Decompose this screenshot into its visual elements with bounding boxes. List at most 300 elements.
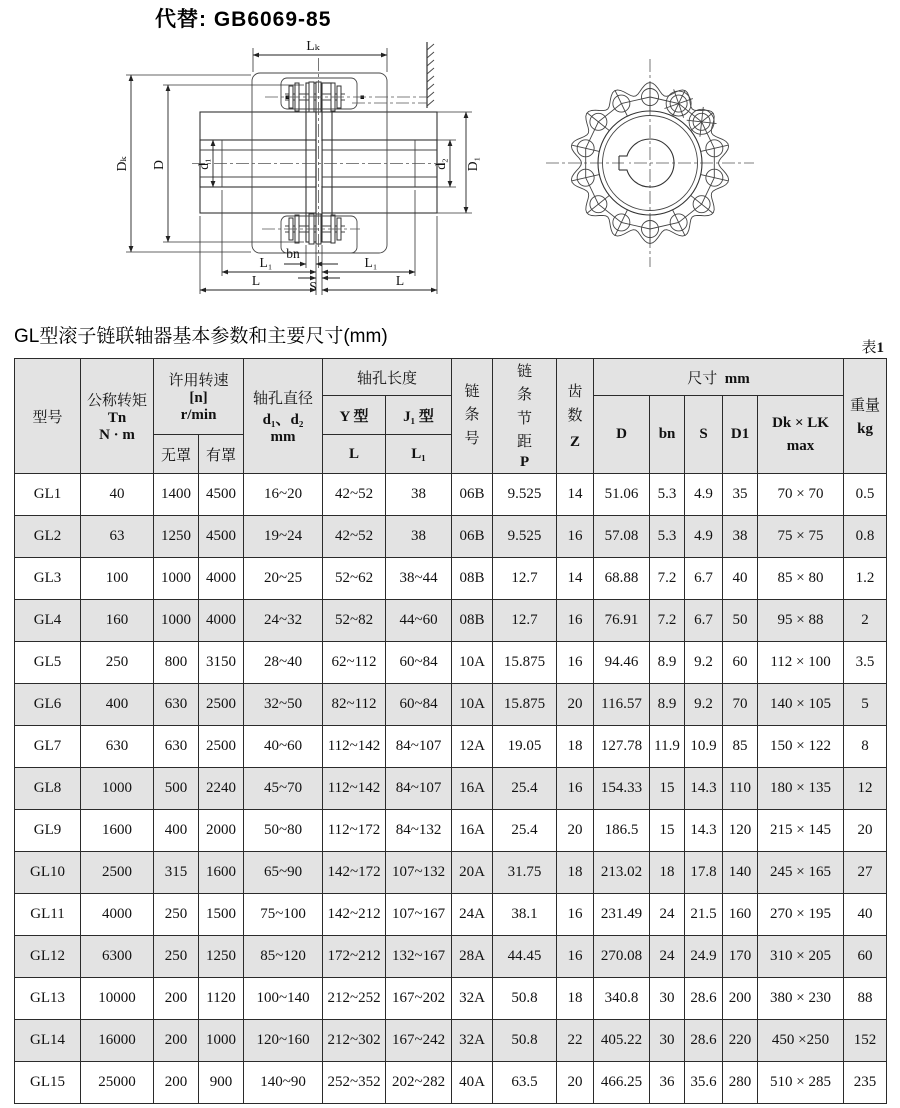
header-with-cover: 有罩 <box>199 435 244 474</box>
table-cell: 2240 <box>199 768 244 810</box>
dim-label-bn: bn <box>286 246 300 261</box>
table-cell: 35 <box>723 474 758 516</box>
table-cell: 142~212 <box>323 894 386 936</box>
table-cell: 8.9 <box>650 642 685 684</box>
table-cell: 63 <box>81 516 154 558</box>
table-cell: 20 <box>844 810 887 852</box>
model-cell: GL8 <box>15 768 81 810</box>
table-cell: 14.3 <box>685 768 723 810</box>
spec-table <box>14 358 887 1104</box>
table-cell: 20 <box>557 684 594 726</box>
table-cell: 84~107 <box>386 726 452 768</box>
table-cell: 14 <box>557 474 594 516</box>
table-cell: 500 <box>154 768 199 810</box>
table-cell: 40A <box>452 1062 493 1104</box>
header-size: 尺寸 mm <box>594 359 844 396</box>
table-cell: 52~62 <box>323 558 386 600</box>
table-cell: 202~282 <box>386 1062 452 1104</box>
table-cell: 1600 <box>81 810 154 852</box>
table-cell: 65~90 <box>244 852 323 894</box>
table-cell: 40 <box>723 558 758 600</box>
table-cell: 142~172 <box>323 852 386 894</box>
table-cell: 15 <box>650 810 685 852</box>
table-cell: 36 <box>650 1062 685 1104</box>
table-cell: 380 × 230 <box>758 978 844 1020</box>
table-cell: 186.5 <box>594 810 650 852</box>
table-body <box>15 474 887 1104</box>
table-cell: 800 <box>154 642 199 684</box>
table-cell: 24A <box>452 894 493 936</box>
table-cell: 2500 <box>81 852 154 894</box>
table-cell: 4.9 <box>685 516 723 558</box>
table-cell: 45~70 <box>244 768 323 810</box>
table-cell: 1400 <box>154 474 199 516</box>
table-cell: 231.49 <box>594 894 650 936</box>
dim-label-l1-left: L₁ <box>259 255 273 270</box>
table-cell: 20 <box>557 810 594 852</box>
table-cell: 38 <box>386 516 452 558</box>
table-cell: 213.02 <box>594 852 650 894</box>
header-teeth: 齿数 Z <box>557 359 594 474</box>
table-cell: 51.06 <box>594 474 650 516</box>
table-cell: 1250 <box>154 516 199 558</box>
table-cell: 32A <box>452 978 493 1020</box>
header-model: 型号 <box>15 359 81 474</box>
table-header <box>15 359 887 474</box>
table-note-number: 1 <box>876 340 884 356</box>
table-cell: 16 <box>557 894 594 936</box>
table-cell: 2500 <box>199 684 244 726</box>
table-cell: 85 <box>723 726 758 768</box>
header-y-type: Y 型 <box>323 396 386 435</box>
table-cell: 180 × 135 <box>758 768 844 810</box>
table-cell: 172~212 <box>323 936 386 978</box>
sprocket-front-view <box>546 59 754 267</box>
dim-label-s: S <box>309 279 317 294</box>
table-cell: 70 × 70 <box>758 474 844 516</box>
table-cell: 630 <box>81 726 154 768</box>
table-cell: 1000 <box>81 768 154 810</box>
table-cell: 0.5 <box>844 474 887 516</box>
table-cell: 85~120 <box>244 936 323 978</box>
table-cell: 18 <box>557 726 594 768</box>
table-cell: 1000 <box>199 1020 244 1062</box>
table-cell: 60~84 <box>386 684 452 726</box>
table-cell: 75 × 75 <box>758 516 844 558</box>
table-cell: 2500 <box>199 726 244 768</box>
table-cell: 94.46 <box>594 642 650 684</box>
table-cell: 7.2 <box>650 600 685 642</box>
table-cell: 21.5 <box>685 894 723 936</box>
table-cell: 3150 <box>199 642 244 684</box>
table-cell: 08B <box>452 558 493 600</box>
table-cell: 310 × 205 <box>758 936 844 978</box>
table-cell: 19~24 <box>244 516 323 558</box>
table-cell: 28A <box>452 936 493 978</box>
table-cell: 120 <box>723 810 758 852</box>
table-cell: 3.5 <box>844 642 887 684</box>
dimensions <box>114 38 480 295</box>
table-cell: 84~107 <box>386 768 452 810</box>
table-cell: 19.05 <box>493 726 557 768</box>
table-cell: 1500 <box>199 894 244 936</box>
table-cell: 16 <box>557 600 594 642</box>
table-row <box>15 810 887 852</box>
table-cell: 10A <box>452 642 493 684</box>
table-cell: 12A <box>452 726 493 768</box>
table-cell: 405.22 <box>594 1020 650 1062</box>
model-cell: GL10 <box>15 852 81 894</box>
wall-section <box>427 42 434 108</box>
table-cell: 17.8 <box>685 852 723 894</box>
table-cell: 400 <box>81 684 154 726</box>
table-cell: 630 <box>154 726 199 768</box>
table-cell: 22 <box>557 1020 594 1062</box>
table-row <box>15 642 887 684</box>
table-cell: 6.7 <box>685 600 723 642</box>
table-cell: 9.525 <box>493 516 557 558</box>
header-bore-length: 轴孔长度 <box>323 359 452 396</box>
table-cell: 1000 <box>154 600 199 642</box>
table-cell: 25.4 <box>493 768 557 810</box>
table-cell: 12.7 <box>493 600 557 642</box>
table-cell: 140~90 <box>244 1062 323 1104</box>
table-cell: 280 <box>723 1062 758 1104</box>
table-cell: 63.5 <box>493 1062 557 1104</box>
table-cell: 245 × 165 <box>758 852 844 894</box>
table-cell: 15.875 <box>493 684 557 726</box>
table-cell: 38.1 <box>493 894 557 936</box>
dim-label-l1-right: L₁ <box>364 255 378 270</box>
table-cell: 220 <box>723 1020 758 1062</box>
table-cell: 16 <box>557 768 594 810</box>
table-cell: 1120 <box>199 978 244 1020</box>
table-cell: 60~84 <box>386 642 452 684</box>
dim-label-l-left: L <box>251 273 261 288</box>
dim-label-d: D <box>151 160 166 170</box>
table-cell: 112 × 100 <box>758 642 844 684</box>
table-cell: 32A <box>452 1020 493 1062</box>
table-row <box>15 1020 887 1062</box>
table-cell: 100 <box>81 558 154 600</box>
section-title: GL型滚子链联轴器基本参数和主要尺寸(mm) <box>14 326 388 347</box>
table-cell: 1600 <box>199 852 244 894</box>
model-cell: GL12 <box>15 936 81 978</box>
table-cell: 38 <box>386 474 452 516</box>
table-cell: 18 <box>650 852 685 894</box>
table-cell: 167~202 <box>386 978 452 1020</box>
table-number-note <box>861 336 884 357</box>
dim-label-d2: d₂ <box>433 158 448 170</box>
table-row <box>15 684 887 726</box>
header-chain-number: 链条号 <box>452 359 493 474</box>
table-cell: 24~32 <box>244 600 323 642</box>
table-row <box>15 474 887 516</box>
table-cell: 44~60 <box>386 600 452 642</box>
table-cell: 16A <box>452 810 493 852</box>
table-cell: 200 <box>154 1062 199 1104</box>
header-col-S: S <box>685 396 723 474</box>
model-cell: GL6 <box>15 684 81 726</box>
table-cell: 2000 <box>199 810 244 852</box>
table-cell: 200 <box>154 978 199 1020</box>
table-cell: 18 <box>557 852 594 894</box>
header-col-bn: bn <box>650 396 685 474</box>
model-cell: GL15 <box>15 1062 81 1104</box>
table-cell: 4500 <box>199 474 244 516</box>
table-row <box>15 516 887 558</box>
header-speed: 许用转速 [n] r/min <box>154 359 244 435</box>
header-torque: 公称转矩 Tn N · m <box>81 359 154 474</box>
table-cell: 12.7 <box>493 558 557 600</box>
table-cell: 42~52 <box>323 516 386 558</box>
table-cell: 340.8 <box>594 978 650 1020</box>
table-cell: 70 <box>723 684 758 726</box>
table-cell: 400 <box>154 810 199 852</box>
table-cell: 24 <box>650 894 685 936</box>
table-cell: 40 <box>81 474 154 516</box>
table-cell: 250 <box>154 936 199 978</box>
table-cell: 52~82 <box>323 600 386 642</box>
table-cell: 20 <box>557 1062 594 1104</box>
table-cell: 112~172 <box>323 810 386 852</box>
table-cell: 9.2 <box>685 684 723 726</box>
dim-label-lk: Lₖ <box>306 38 320 53</box>
table-cell: 6.7 <box>685 558 723 600</box>
table-cell: 212~252 <box>323 978 386 1020</box>
table-cell: 466.25 <box>594 1062 650 1104</box>
superseded-standard-title: 代替: GB6069-85 <box>155 8 332 31</box>
table-cell: 4500 <box>199 516 244 558</box>
table-cell: 160 <box>723 894 758 936</box>
table-row <box>15 600 887 642</box>
table-row <box>15 978 887 1020</box>
table-cell: 50 <box>723 600 758 642</box>
table-cell: 68.88 <box>594 558 650 600</box>
table-cell: 315 <box>154 852 199 894</box>
table-cell: 50.8 <box>493 978 557 1020</box>
model-cell: GL13 <box>15 978 81 1020</box>
table-cell: 250 <box>81 642 154 684</box>
model-cell: GL1 <box>15 474 81 516</box>
table-row <box>15 936 887 978</box>
table-cell: 132~167 <box>386 936 452 978</box>
table-cell: 8 <box>844 726 887 768</box>
table-cell: 84~132 <box>386 810 452 852</box>
table-cell: 75~100 <box>244 894 323 936</box>
table-cell: 5.3 <box>650 474 685 516</box>
header-L1: L₁ <box>386 435 452 474</box>
table-cell: 112~142 <box>323 726 386 768</box>
table-cell: 95 × 88 <box>758 600 844 642</box>
table-cell: 12 <box>844 768 887 810</box>
table-cell: 38~44 <box>386 558 452 600</box>
model-cell: GL11 <box>15 894 81 936</box>
table-cell: 20A <box>452 852 493 894</box>
table-row <box>15 558 887 600</box>
table-cell: 11.9 <box>650 726 685 768</box>
table-cell: 62~112 <box>323 642 386 684</box>
table-cell: 170 <box>723 936 758 978</box>
table-cell: 44.45 <box>493 936 557 978</box>
table-cell: 25000 <box>81 1062 154 1104</box>
table-cell: 28~40 <box>244 642 323 684</box>
table-row <box>15 894 887 936</box>
table-cell: 200 <box>154 1020 199 1062</box>
table-cell: 18 <box>557 978 594 1020</box>
table-cell: 127.78 <box>594 726 650 768</box>
header-chain-pitch: 链条节距 P <box>493 359 557 474</box>
table-cell: 85 × 80 <box>758 558 844 600</box>
dim-label-d1: d₁ <box>196 158 211 170</box>
table-cell: 200 <box>723 978 758 1020</box>
table-cell: 28.6 <box>685 1020 723 1062</box>
table-cell: 4000 <box>81 894 154 936</box>
table-cell: 9.2 <box>685 642 723 684</box>
header-no-cover: 无罩 <box>154 435 199 474</box>
header-col-dklk: Dk × LK max <box>758 396 844 474</box>
table-cell: 107~167 <box>386 894 452 936</box>
table-row <box>15 768 887 810</box>
table-cell: 7.2 <box>650 558 685 600</box>
table-cell: 31.75 <box>493 852 557 894</box>
header-col-D: D <box>594 396 650 474</box>
table-cell: 6300 <box>81 936 154 978</box>
table-cell: 16 <box>557 936 594 978</box>
table-cell: 10000 <box>81 978 154 1020</box>
table-cell: 60 <box>844 936 887 978</box>
table-cell: 28.6 <box>685 978 723 1020</box>
model-cell: GL2 <box>15 516 81 558</box>
table-cell: 4000 <box>199 600 244 642</box>
table-cell: 40~60 <box>244 726 323 768</box>
table-cell: 16 <box>557 642 594 684</box>
model-cell: GL3 <box>15 558 81 600</box>
table-cell: 215 × 145 <box>758 810 844 852</box>
model-cell: GL5 <box>15 642 81 684</box>
table-cell: 35.6 <box>685 1062 723 1104</box>
model-cell: GL4 <box>15 600 81 642</box>
table-cell: 900 <box>199 1062 244 1104</box>
table-row <box>15 726 887 768</box>
table-cell: 150 × 122 <box>758 726 844 768</box>
table-note-prefix: 表 <box>861 340 877 356</box>
table-cell: 30 <box>650 1020 685 1062</box>
table-cell: 88 <box>844 978 887 1020</box>
table-cell: 15.875 <box>493 642 557 684</box>
model-cell: GL9 <box>15 810 81 852</box>
table-cell: 152 <box>844 1020 887 1062</box>
table-row <box>15 852 887 894</box>
table-cell: 50.8 <box>493 1020 557 1062</box>
table-cell: 116.57 <box>594 684 650 726</box>
table-cell: 40 <box>844 894 887 936</box>
table-cell: 100~140 <box>244 978 323 1020</box>
table-cell: 160 <box>81 600 154 642</box>
table-cell: 14 <box>557 558 594 600</box>
table-cell: 252~352 <box>323 1062 386 1104</box>
header-col-D1: D1 <box>723 396 758 474</box>
dim-label-dk: Dₖ <box>114 156 129 172</box>
table-cell: 14.3 <box>685 810 723 852</box>
table-cell: 0.8 <box>844 516 887 558</box>
table-cell: 167~242 <box>386 1020 452 1062</box>
table-cell: 1000 <box>154 558 199 600</box>
table-cell: 08B <box>452 600 493 642</box>
table-cell: 250 <box>154 894 199 936</box>
table-cell: 1.2 <box>844 558 887 600</box>
table-cell: 20~25 <box>244 558 323 600</box>
dim-label-l-right: L <box>395 273 405 288</box>
hub-left <box>200 112 316 213</box>
table-cell: 25.4 <box>493 810 557 852</box>
table-cell: 82~112 <box>323 684 386 726</box>
table-cell: 107~132 <box>386 852 452 894</box>
table-cell: 154.33 <box>594 768 650 810</box>
model-cell: GL7 <box>15 726 81 768</box>
table-cell: 630 <box>154 684 199 726</box>
table-cell: 57.08 <box>594 516 650 558</box>
table-cell: 60 <box>723 642 758 684</box>
table-cell: 16~20 <box>244 474 323 516</box>
table-cell: 140 <box>723 852 758 894</box>
table-cell: 8.9 <box>650 684 685 726</box>
table-cell: 5.3 <box>650 516 685 558</box>
table-cell: 212~302 <box>323 1020 386 1062</box>
table-cell: 450 ×250 <box>758 1020 844 1062</box>
coupling-section-view <box>114 38 480 295</box>
table-cell: 510 × 285 <box>758 1062 844 1104</box>
header-weight: 重量 kg <box>844 359 887 474</box>
table-cell: 06B <box>452 516 493 558</box>
table-cell: 30 <box>650 978 685 1020</box>
table-cell: 42~52 <box>323 474 386 516</box>
table-cell: 16 <box>557 516 594 558</box>
table-cell: 10.9 <box>685 726 723 768</box>
table-cell: 9.525 <box>493 474 557 516</box>
table-cell: 76.91 <box>594 600 650 642</box>
dim-label-D1: D₁ <box>465 156 480 172</box>
table-cell: 24 <box>650 936 685 978</box>
table-cell: 06B <box>452 474 493 516</box>
table-cell: 2 <box>844 600 887 642</box>
header-L: L <box>323 435 386 474</box>
table-cell: 16000 <box>81 1020 154 1062</box>
table-cell: 110 <box>723 768 758 810</box>
table-cell: 270.08 <box>594 936 650 978</box>
table-cell: 27 <box>844 852 887 894</box>
header-bore-diameter: 轴孔直径 d₁、d₂ mm <box>244 359 323 474</box>
table-cell: 24.9 <box>685 936 723 978</box>
hub-right <box>322 112 437 213</box>
model-cell: GL14 <box>15 1020 81 1062</box>
table-cell: 140 × 105 <box>758 684 844 726</box>
table-cell: 50~80 <box>244 810 323 852</box>
header-j1-type: J₁ 型 <box>386 396 452 435</box>
table-cell: 16A <box>452 768 493 810</box>
technical-drawing <box>0 0 900 314</box>
table-row <box>15 1062 887 1104</box>
table-cell: 38 <box>723 516 758 558</box>
table-cell: 4.9 <box>685 474 723 516</box>
table-cell: 235 <box>844 1062 887 1104</box>
table-cell: 112~142 <box>323 768 386 810</box>
table-cell: 5 <box>844 684 887 726</box>
table-cell: 15 <box>650 768 685 810</box>
table-cell: 10A <box>452 684 493 726</box>
table-cell: 1250 <box>199 936 244 978</box>
table-cell: 120~160 <box>244 1020 323 1062</box>
